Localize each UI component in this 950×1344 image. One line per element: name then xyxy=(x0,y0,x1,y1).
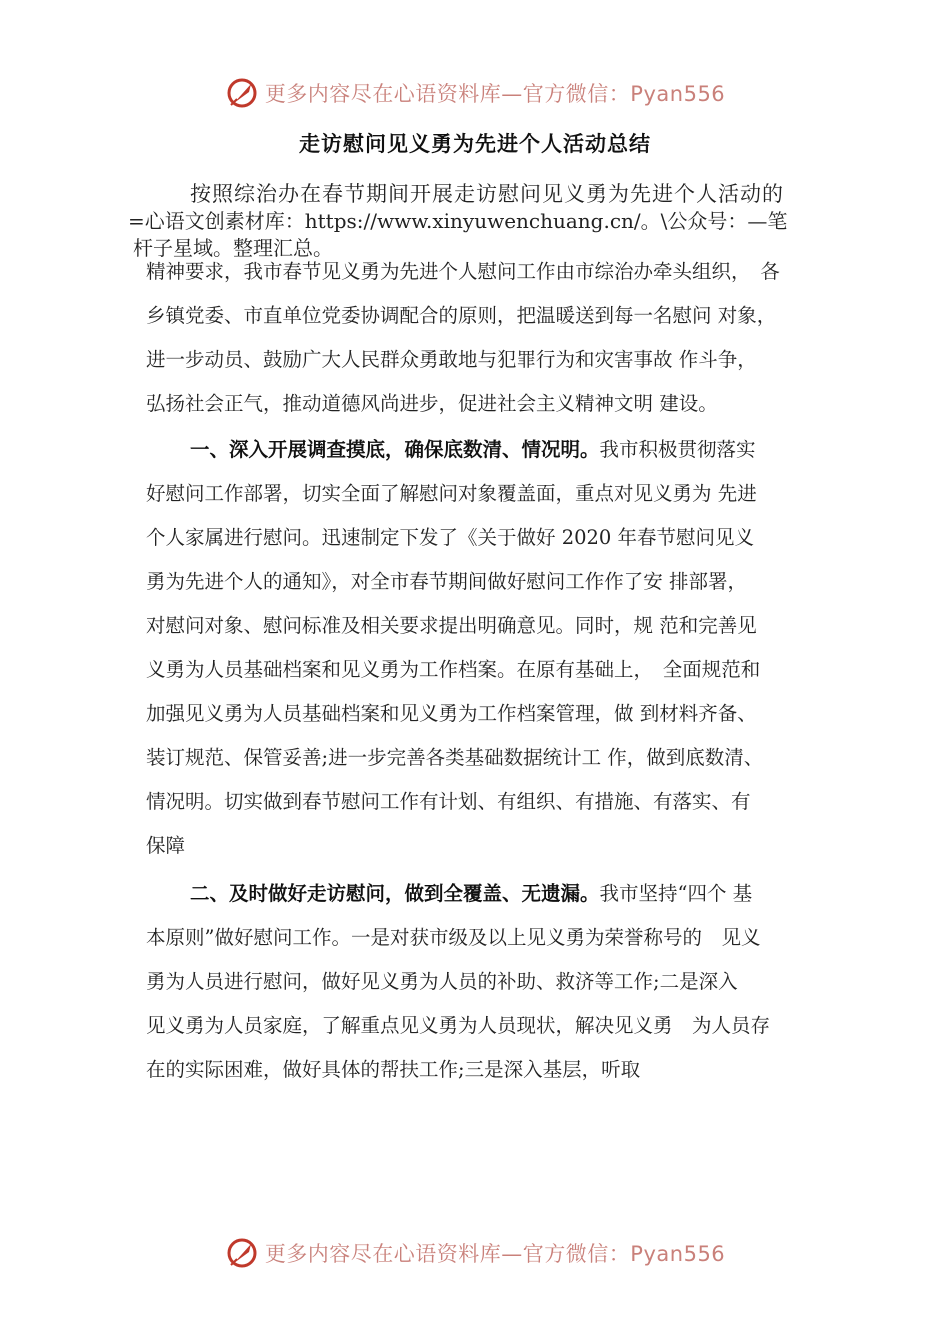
section-1-line: 勇为先进个人的通知》，对全市春节期间做好慰问工作作了安 排部署， xyxy=(146,570,747,593)
section-1-first-line xyxy=(190,434,756,462)
paragraph-line: 乡镇党委、市直单位党委协调配合的原则，把温暖送到每一名慰问 对象， xyxy=(146,304,777,327)
section-2-line: 本原则”做好慰问工作。一是对获市级及以上见义勇为荣誉称号的 见义 xyxy=(146,926,761,949)
paragraph-line: 进一步动员、鼓励广大人民群众勇敢地与犯罪行为和灾害事故 作斗争， xyxy=(146,348,757,371)
intro-line: 按照综治办在春节期间开展走访慰问见义勇为先进个人活动的 xyxy=(190,182,784,206)
section-2-first-line xyxy=(190,878,752,906)
ad-line-2: 杆子星域。整理汇总。 xyxy=(133,236,333,260)
section-1-first-line-rest: 我市积极贯彻落实 xyxy=(599,438,756,461)
section-2-line: 见义勇为人员家庭，了解重点见义勇为人员现状，解决见义勇 为人员存 xyxy=(146,1014,771,1037)
section-2-first-line-rest: 我市坚持“四个 基 xyxy=(599,882,753,905)
quill-logo-icon xyxy=(225,76,259,110)
section-1-line: 义勇为人员基础档案和见义勇为工作档案。在原有基础上， 全面规范和 xyxy=(146,658,761,681)
section-1-line: 对慰问对象、慰问标准及相关要求提出明确意见。同时，规 范和完善见 xyxy=(146,614,757,637)
section-1-line: 加强见义勇为人员基础档案和见义勇为工作档案管理，做 到材料齐备、 xyxy=(146,702,757,725)
section-1-line: 情况明。切实做到春节慰问工作有计划、有组织、有措施、有落实、有 xyxy=(146,790,751,813)
watermark-footer xyxy=(0,1233,950,1273)
paragraph-line: 精神要求，我市春节见义勇为先进个人慰问工作由市综治办牵头组织， 各 xyxy=(146,260,780,283)
section-2-heading: 二、及时做好走访慰问，做到全覆盖、无遗漏。 xyxy=(190,882,600,905)
watermark-text: 更多内容尽在心语资料库—官方微信：Pyan556 xyxy=(264,1242,726,1266)
section-1-line: 好慰问工作部署，切实全面了解慰问对象覆盖面，重点对见义勇为 先进 xyxy=(146,482,757,505)
quill-logo-icon xyxy=(225,1236,259,1270)
section-1-line: 装订规范、保管妥善;进一步完善各类基础数据统计工 作，做到底数清、 xyxy=(146,746,764,769)
paragraph-line: 弘扬社会正气，推动道德风尚进步，促进社会主义精神文明 建设。 xyxy=(146,392,718,415)
section-2-line: 在的实际困难，做好具体的帮扶工作;三是深入基层，听取 xyxy=(146,1058,641,1081)
ad-line-1: =心语文创素材库：https://www.xinyuwenchuang.cn/。\公众号：—笔 xyxy=(128,209,788,233)
document-title: 走访慰问见义勇为先进个人活动总结 xyxy=(299,132,651,156)
section-1-line: 保障 xyxy=(146,834,186,857)
section-1-heading: 一、深入开展调查摸底，确保底数清、情况明。 xyxy=(190,438,600,461)
watermark-text: 更多内容尽在心语资料库—官方微信：Pyan556 xyxy=(264,82,726,106)
section-2-line: 勇为人员进行慰问，做好见义勇为人员的补助、救济等工作;二是深入 xyxy=(146,970,738,993)
section-1-line: 个人家属进行慰问。迅速制定下发了《关于做好 2020 年春节慰问见义 xyxy=(146,526,755,549)
watermark-header xyxy=(0,73,950,113)
